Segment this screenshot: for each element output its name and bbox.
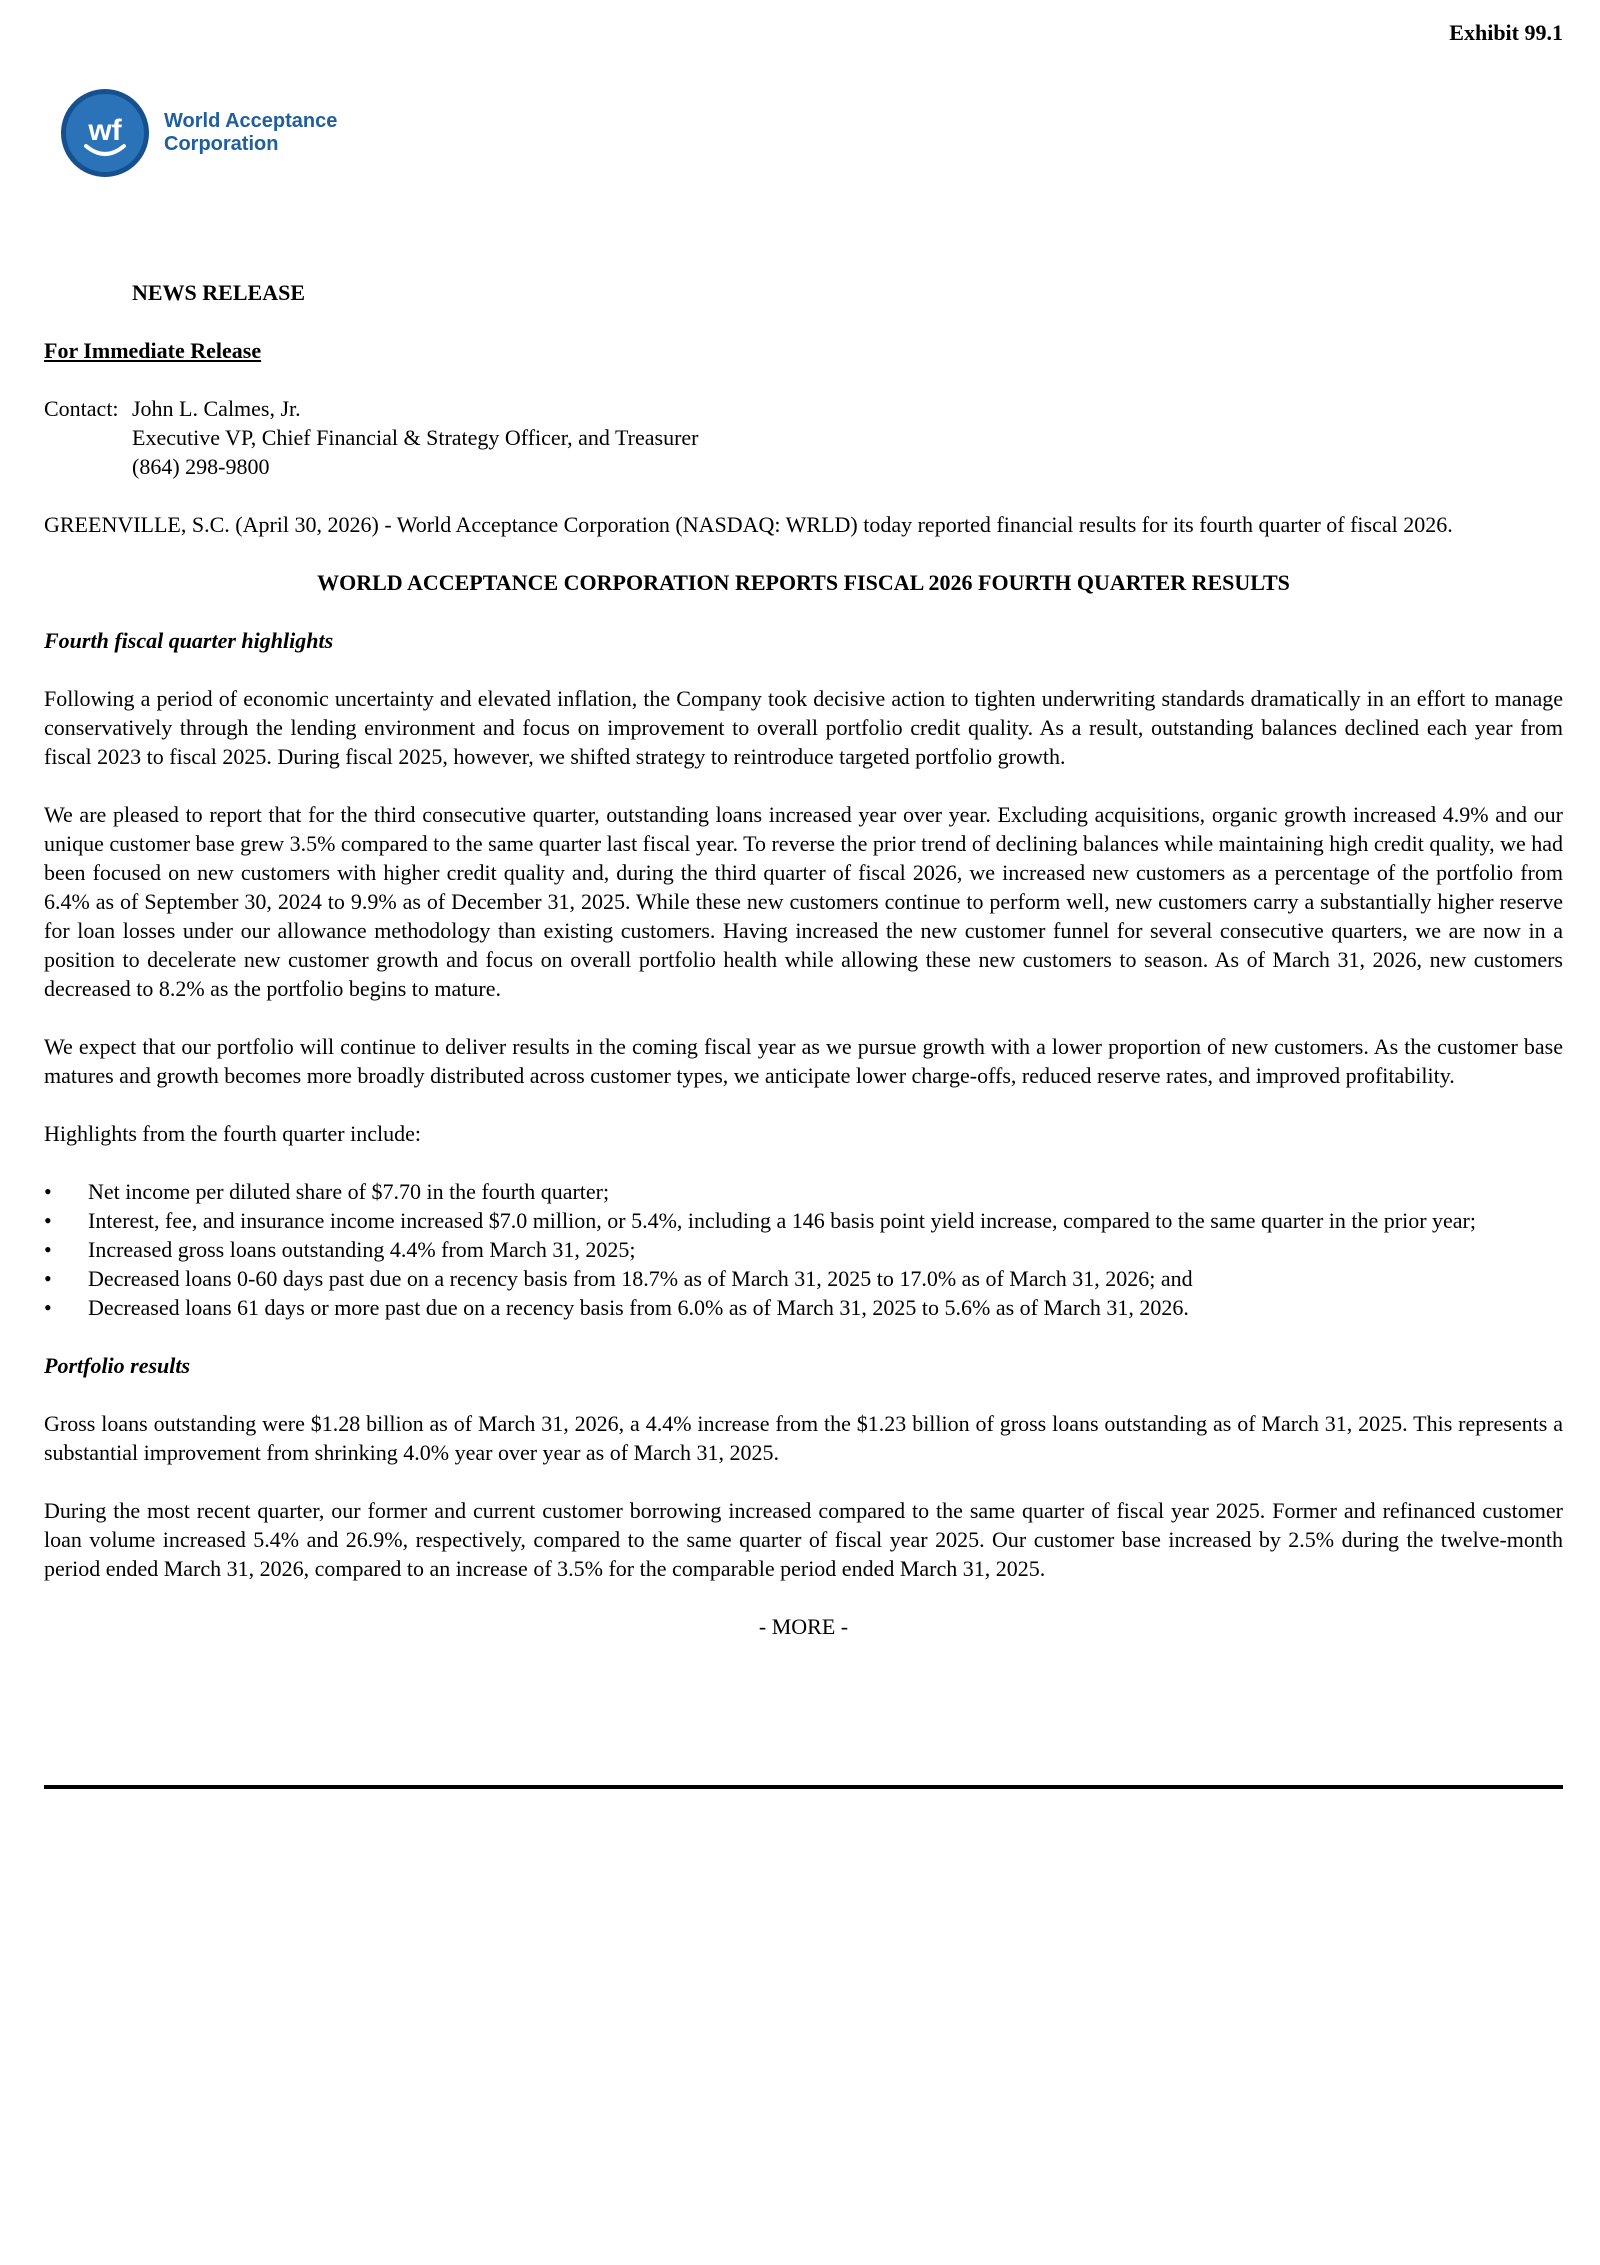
section-heading-portfolio: Portfolio results (44, 1353, 191, 1378)
logo-mark-letters: wf (88, 114, 122, 147)
document-body (44, 278, 1563, 1641)
more-marker: - MORE - (758, 1614, 849, 1639)
paragraph: Following a period of economic uncertainty and elevated inflation, the Company took decisive action to tighten underwriting standards dramatically in an effort to manage conservatively through the lending environment and focus on improvement to overall portfolio credit quality. As a result, outstanding balances declined each year from fiscal 2023 to fiscal 2025. During fiscal 2025, however, we shifted strategy to reintroduce targeted portfolio growth. (44, 686, 1563, 769)
highlights-list (44, 1177, 1563, 1322)
bullet-icon: • (44, 1266, 52, 1291)
company-logo (60, 88, 337, 178)
contact-name: John L. Calmes, Jr. (132, 396, 301, 421)
list-item (44, 1235, 1563, 1264)
section-heading-highlights: Fourth fiscal quarter highlights (44, 628, 334, 653)
company-logo-mark (60, 88, 150, 178)
exhibit-label: Exhibit 99.1 (1449, 20, 1563, 45)
contact-label: Contact: (44, 396, 119, 421)
logo-wordmark (164, 110, 337, 156)
contact-phone: (864) 298-9800 (132, 454, 270, 479)
bullet-icon: • (44, 1208, 52, 1233)
contact-title: Executive VP, Chief Financial & Strategy Officer, and Treasurer (132, 425, 699, 450)
news-release-heading: NEWS RELEASE (132, 280, 306, 305)
page-divider (44, 1785, 1563, 1789)
list-item (44, 1206, 1563, 1235)
list-item-text: Decreased loans 0-60 days past due on a recency basis from 18.7% as of March 31, 2025 to 17.0% as of March 31, 2026; and (88, 1266, 1193, 1291)
paragraph: We expect that our portfolio will continue to deliver results in the coming fiscal year as we pursue growth with a lower proportion of new customers. As the customer base matures and growth becomes more broadly distributed across customer types, we anticipate lower charge-offs, reduced reserve rates, and improved profitability. (44, 1034, 1563, 1088)
paragraph: During the most recent quarter, our former and current customer borrowing increased compared to the same quarter of fiscal year 2025. Former and refinanced customer loan volume increased 5.4% and 26.9%, respectively, compared to the same quarter of fiscal year 2025. Our customer base increased by 2.5% during the twelve-month period ended March 31, 2026, compared to an increase of 3.5% for the comparable period ended March 31, 2025. (44, 1498, 1563, 1581)
contact-block (44, 394, 1563, 481)
list-item-text: Decreased loans 61 days or more past due on a recency basis from 6.0% as of March 31, 2025 to 5.6% as of March 31, 2026. (88, 1295, 1189, 1320)
bullet-icon: • (44, 1179, 52, 1204)
list-item (44, 1293, 1563, 1322)
bullet-icon: • (44, 1295, 52, 1320)
immediate-release-label: For Immediate Release (44, 338, 262, 363)
release-headline: WORLD ACCEPTANCE CORPORATION REPORTS FISCAL 2026 FOURTH QUARTER RESULTS (317, 570, 1290, 595)
logo-name-line1: World Acceptance (164, 110, 338, 132)
bullet-icon: • (44, 1237, 52, 1262)
list-item (44, 1264, 1563, 1293)
list-item-text: Interest, fee, and insurance income increased $7.0 million, or 5.4%, including a 146 basis point yield increase, compared to the same quarter in the prior year; (88, 1208, 1476, 1233)
paragraph: Gross loans outstanding were $1.28 billion as of March 31, 2026, a 4.4% increase from the $1.23 billion of gross loans outstanding as of March 31, 2025. This represents a substantial improvement from shrinking 4.0% year over year as of March 31, 2025. (44, 1411, 1563, 1465)
paragraph: We are pleased to report that for the third consecutive quarter, outstanding loans increased year over year. Excluding acquisitions, organic growth increased 4.9% and our unique customer base grew 3.5% compared to the same quarter last fiscal year. To reverse the prior trend of declining balances while maintaining high credit quality, we had been focused on new customers with higher credit quality and, during the third quarter of fiscal 2026, we increased new customers as a percentage of the portfolio from 6.4% as of September 30, 2024 to 9.9% as of December 31, 2025. While these new customers continue to perform well, new customers carry a substantially higher reserve for loan losses under our allowance methodology than existing customers. Having increased the new customer funnel for several consecutive quarters, we are now in a position to decelerate new customer growth and focus on overall portfolio health while allowing these new customers to season. As of March 31, 2026, new customers decreased to 8.2% as the portfolio begins to mature. (44, 802, 1563, 1001)
dateline-paragraph: GREENVILLE, S.C. (April 30, 2026) - World Acceptance Corporation (NASDAQ: WRLD) today reported financial results for its fourth quarter of fiscal 2026. (44, 512, 1453, 537)
logo-name-line2: Corporation (164, 133, 279, 155)
list-item-text: Net income per diluted share of $7.70 in the fourth quarter; (88, 1179, 610, 1204)
paragraph: Highlights from the fourth quarter include: (44, 1121, 421, 1146)
list-item-text: Increased gross loans outstanding 4.4% from March 31, 2025; (88, 1237, 636, 1262)
list-item (44, 1177, 1563, 1206)
